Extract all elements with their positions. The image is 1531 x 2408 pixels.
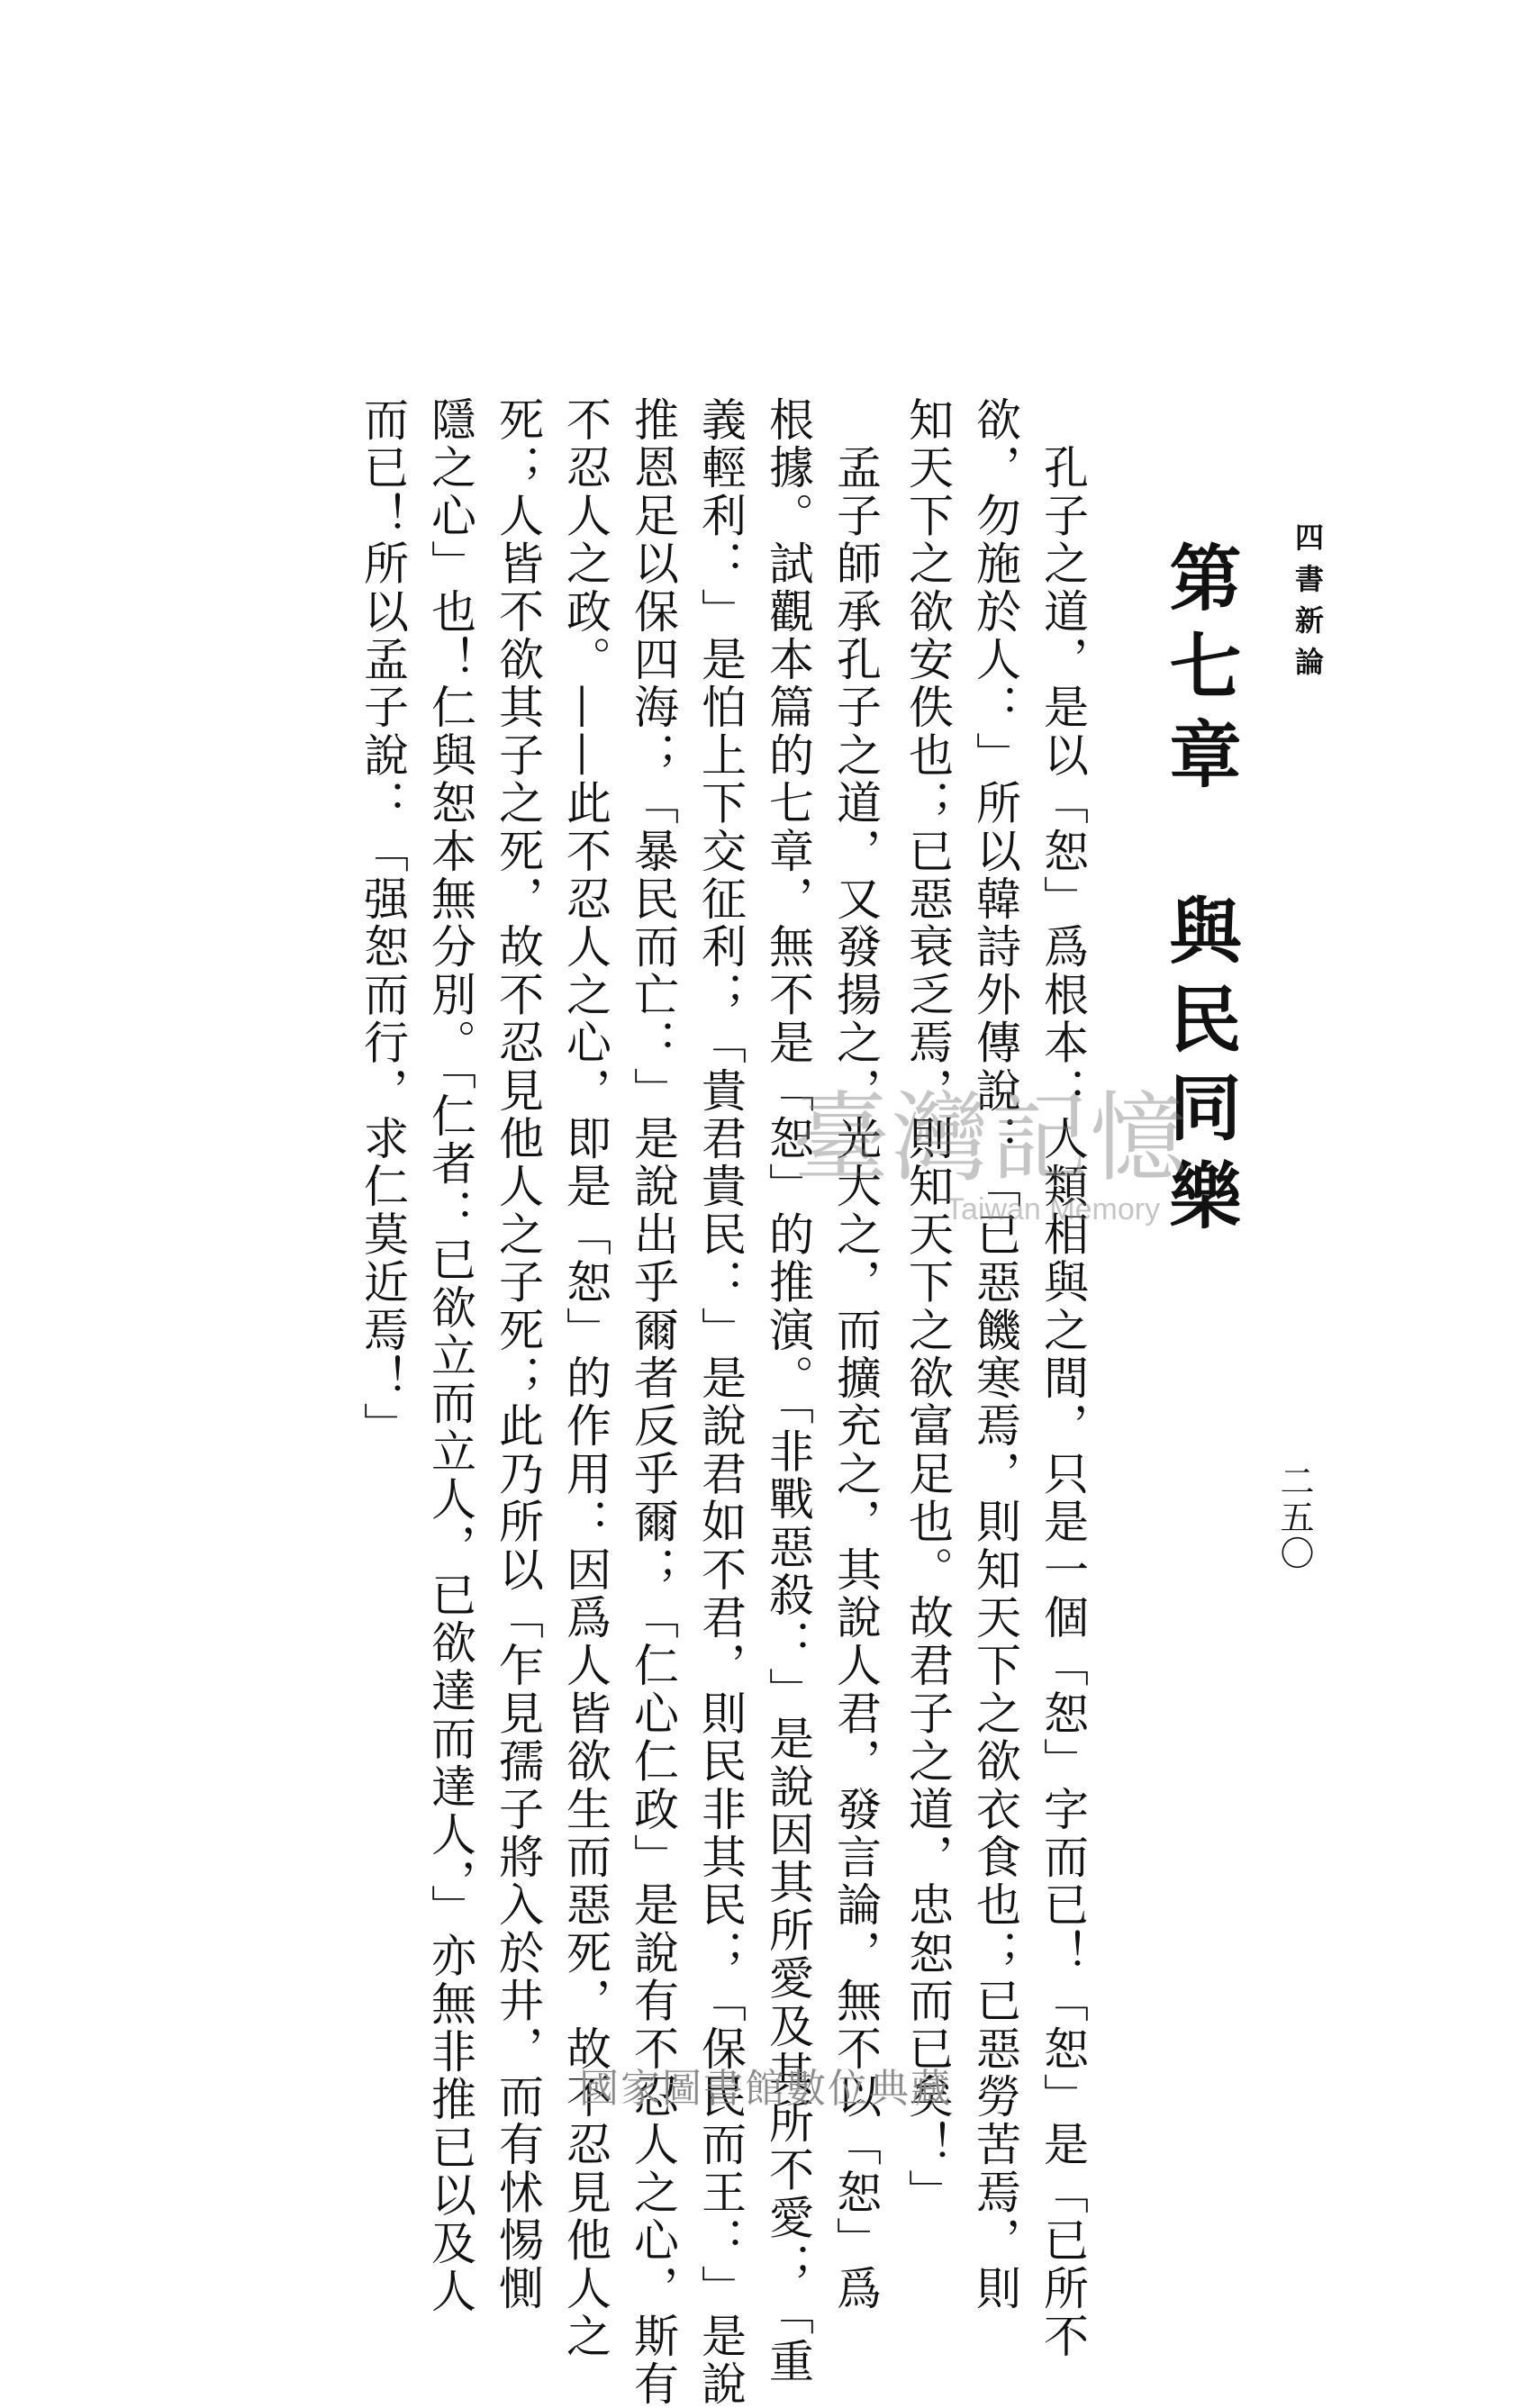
text-column: 孟子師承孔子之道，又發揚之，光大之，而擴充之，其說人君，發言論，無不以「恕」爲 — [829, 396, 882, 2313]
watermark-subtext: Taiwan Memory — [946, 1192, 1161, 1227]
text-column: 根據。試觀本篇的七章，無不是「恕」的推演。「非戰惡殺：」是說因其所愛及其所不愛；「重 — [762, 396, 814, 2386]
chapter-title: 第七章 與民同樂 — [1157, 540, 1242, 1246]
text-column: 死；人皆不欲其子之死，故不忍見他人之子死；此乃所以「乍見孺子將入於井，而有怵惕惻 — [492, 396, 544, 2313]
text-column: 不忍人之政。——此不忍人之心，即是「恕」的作用：因爲人皆欲生而惡死，故不忍見他人之 — [559, 396, 611, 2361]
running-title: 四書新論 — [1291, 522, 1325, 688]
text-column: 欲，勿施於人：」所以韓詩外傳說：「已惡饑寒焉，則知天下之欲衣食也；已惡勞苦焉，則 — [969, 396, 1021, 2313]
text-column: 隱之心」也！仁與恕本無分別。「仁者：已欲立而立人，已欲達而達人，」亦無非推已以及人 — [424, 396, 476, 2316]
text-column: 而已！所以孟子說：「强恕而行，求仁莫近焉！」 — [357, 396, 409, 1451]
text-column: 推恩足以保四海；「暴民而亡：」是說出乎爾者反乎爾；「仁心仁政」是說有不忍人之心，斯有 — [627, 396, 679, 2408]
text-column: 孔子之道，是以「恕」爲根本：人類相與之間，只是一個「恕」字而已！「恕」是「已所不 — [1037, 396, 1089, 2361]
text-column: 知天下之欲安佚也；已惡衰乏焉，則知天下之欲富足也。故君子之道，忠恕而已矣！」 — [901, 396, 954, 2217]
watermark-text: 臺灣記憶 — [793, 1082, 1190, 1195]
text-column: 義輕利：」是怕上下交征利；「貴君貴民：」是說君如不君，則民非其民；「保民而王：」是說 — [694, 396, 747, 2408]
footer-collection-credit: 國家圖書館數位典藏 — [579, 2066, 952, 2112]
page-number: 二五〇 — [1274, 1463, 1314, 1571]
